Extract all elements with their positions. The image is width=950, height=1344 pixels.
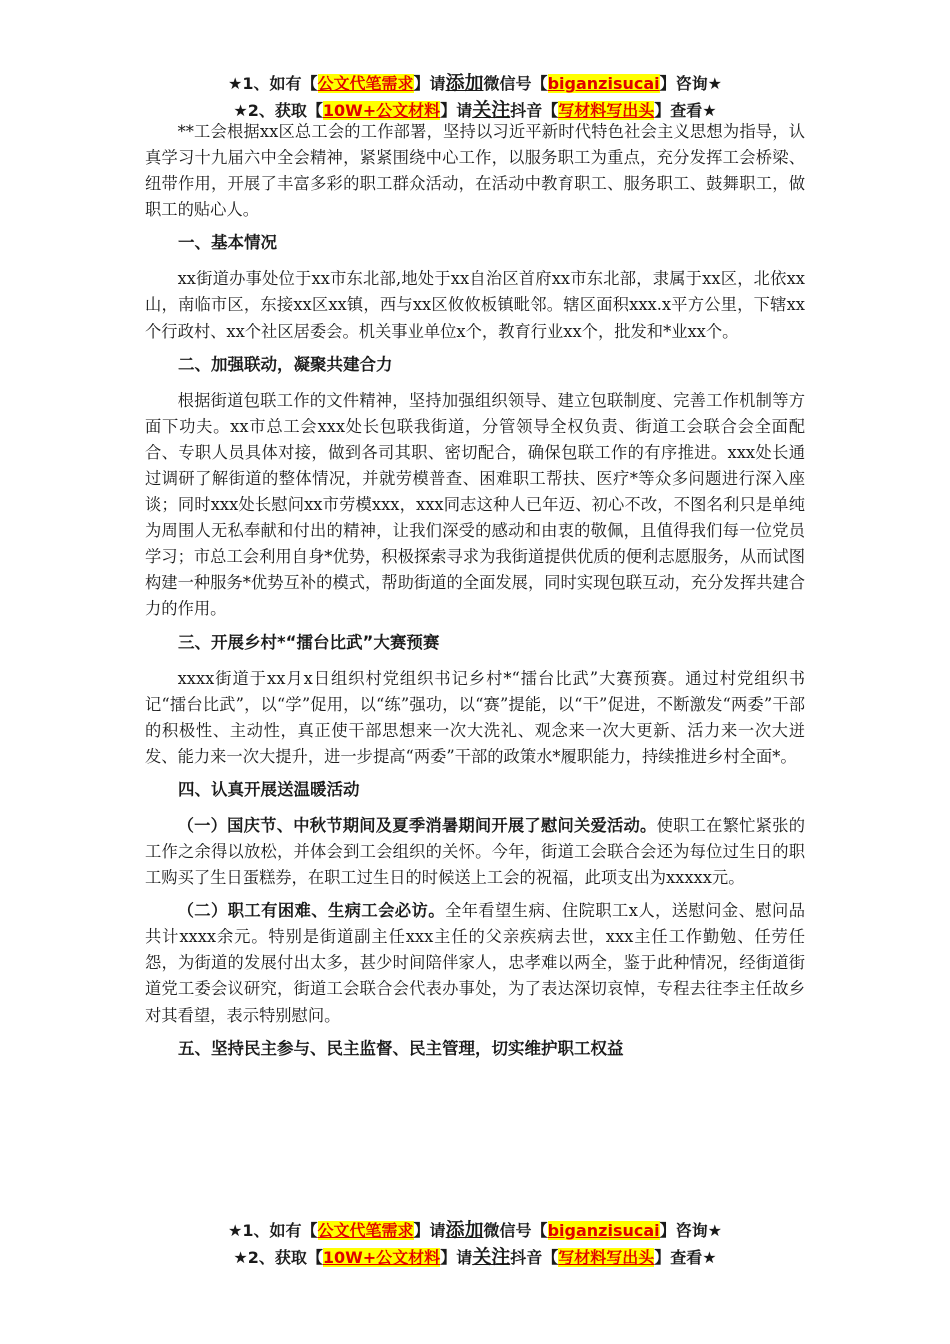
section-4-heading: 四、认真开展送温暖活动	[178, 779, 360, 799]
section-3-heading: 三、开展乡村*“擂台比武”大赛预赛	[178, 632, 440, 652]
banner-text: ★2、获取【	[233, 1248, 323, 1267]
highlight-douyin-id[interactable]: 写材料写出头	[558, 101, 655, 120]
section-1-heading: 一、基本情况	[178, 233, 277, 253]
banner-line-1	[0, 70, 950, 97]
bottom-banner	[0, 1217, 950, 1271]
banner-text: 微信号【	[483, 74, 548, 93]
banner-text: 】咨询★	[659, 1221, 722, 1240]
banner-text: ★1、如有【	[228, 74, 318, 93]
banner-text: 】请	[440, 1248, 473, 1267]
banner-emphasis: 添加	[445, 72, 484, 94]
banner-emphasis: 关注	[472, 1246, 511, 1268]
section-4-paragraph-2	[145, 898, 805, 1028]
banner-text: 】请	[413, 1221, 446, 1240]
banner-emphasis: 添加	[445, 1219, 484, 1241]
banner-text: ★2、获取【	[233, 101, 323, 120]
banner-text: 抖音【	[510, 1248, 559, 1267]
highlight-materials[interactable]: 10W+公文材料	[322, 101, 441, 120]
banner-text: 】请	[440, 101, 473, 120]
section-5-heading: 五、坚持民主参与、民主监督、民主管理，切实维护职工权益	[178, 1038, 624, 1058]
banner-line-1	[0, 1217, 950, 1244]
intro-paragraph: **工会根据xx区总工会的工作部署，坚持以习近平新时代特色社会主义思想为指导，认真学习十九届六中全会精神，紧紧围绕中心工作，以服务职工为重点，充分发挥工会桥梁、纽带作用，开展了丰富多彩的职工群众活动，在活动中教育职工、服务职工、鼓舞职工，做职工的贴心人。	[145, 122, 805, 220]
subsection-text: 全年看望生病、住院职工x人，送慰问金、慰问品共计xxxx余元。特别是街道副主任xxx主任的父亲疾病去世，xxx主任工作勤勉、任劳任怨，为街道的发展付出太多，甚少时间陪伴家人，忠孝难以两全，鉴于此种情况，经街道街道党工委会议研究，街道工会联合会代表办事处，为了表达深切哀悼，专程去往李主任故乡对其看望，表示特别慰问。	[145, 901, 805, 1025]
banner-text: 】咨询★	[659, 74, 722, 93]
document-body	[145, 119, 805, 1072]
section-4-paragraph-1	[145, 813, 805, 891]
banner-text: 】请	[413, 74, 446, 93]
highlight-materials[interactable]: 10W+公文材料	[322, 1248, 441, 1267]
banner-text: 】查看★	[654, 1248, 717, 1267]
subsection-lead: （二）职工有困难、生病工会必访。	[177, 901, 445, 921]
banner-text: ★1、如有【	[228, 1221, 318, 1240]
top-banner	[0, 70, 950, 124]
highlight-service[interactable]: 公文代笔需求	[317, 1221, 414, 1240]
subsection-text: 使职工在繁忙紧张的工作之余得以放松，并体会到工会组织的关怀。今年，街道工会联合会还为每位过生日的职工购买了生日蛋糕券，在职工过生日的时候送上工会的祝福，此项支出为xxxxx元。	[145, 815, 805, 888]
banner-line-2	[0, 1244, 950, 1271]
section-2-paragraph: 根据街道包联工作的文件精神，坚持加强组织领导、建立包联制度、完善工作机制等方面下功夫。xx市总工会xxx处长包联我街道，分管领导全权负责、街道工会联合会全面配合、专职人员具体对接，做到各司其职、密切配合，确保包联工作的有序推进。xxx处长通过调研了解街道的整体情况，并就劳模普查、困难职工帮扶、医疗*等众多问题进行深入座谈；同时xxx处长慰问xx市劳模xxx，xxx同志这种人已年迈、初心不改，不图名利只是单纯为周围人无私奉献和付出的精神，让我们深受的感动和由衷的敬佩，且值得我们每一位党员学习；市总工会利用自身*优势，积极探索寻求为我街道提供优质的便利志愿服务，从而试图构建一种服务*优势互补的模式，帮助街道的全面发展，同时实现包联互动，充分发挥共建合力的作用。	[145, 390, 805, 619]
section-1-paragraph: xx街道办事处位于xx市东北部,地处于xx自治区首府xx市东北部，隶属于xx区，北依xx山，南临市区，东接xx区xx镇，西与xx区攸攸板镇毗邻。辖区面积xxx.x平方公里，下辖xx个行政村、xx个社区居委会。机关事业单位x个，教育行业xx个，批发和*业xx个。	[145, 269, 805, 341]
subsection-lead: （一）国庆节、中秋节期间及夏季消暑期间开展了慰问关爱活动。	[177, 815, 657, 835]
highlight-wechat-id[interactable]: biganzisucai	[547, 74, 660, 93]
banner-text: 微信号【	[483, 1221, 548, 1240]
banner-emphasis: 关注	[472, 99, 511, 121]
highlight-service[interactable]: 公文代笔需求	[317, 74, 414, 93]
highlight-douyin-id[interactable]: 写材料写出头	[558, 1248, 655, 1267]
highlight-wechat-id[interactable]: biganzisucai	[547, 1221, 660, 1240]
section-2-heading: 二、加强联动，凝聚共建合力	[178, 354, 393, 374]
banner-text: 抖音【	[510, 101, 559, 120]
section-3-paragraph: xxxx街道于xx月x日组织村党组织书记乡村*“擂台比武”大赛预赛。通过村党组织书记“擂台比武”，以“学”促用，以“练”强功，以“赛”提能，以“干”促进，不断激发“两委”干部的积极性、主动性，真正使干部思想来一次大洗礼、观念来一次大更新、活力来一次大迸发、能力来一次大提升，进一步提高“两委”干部的政策水*履职能力，持续推进乡村全面*。	[145, 668, 805, 766]
banner-text: 】查看★	[654, 101, 717, 120]
